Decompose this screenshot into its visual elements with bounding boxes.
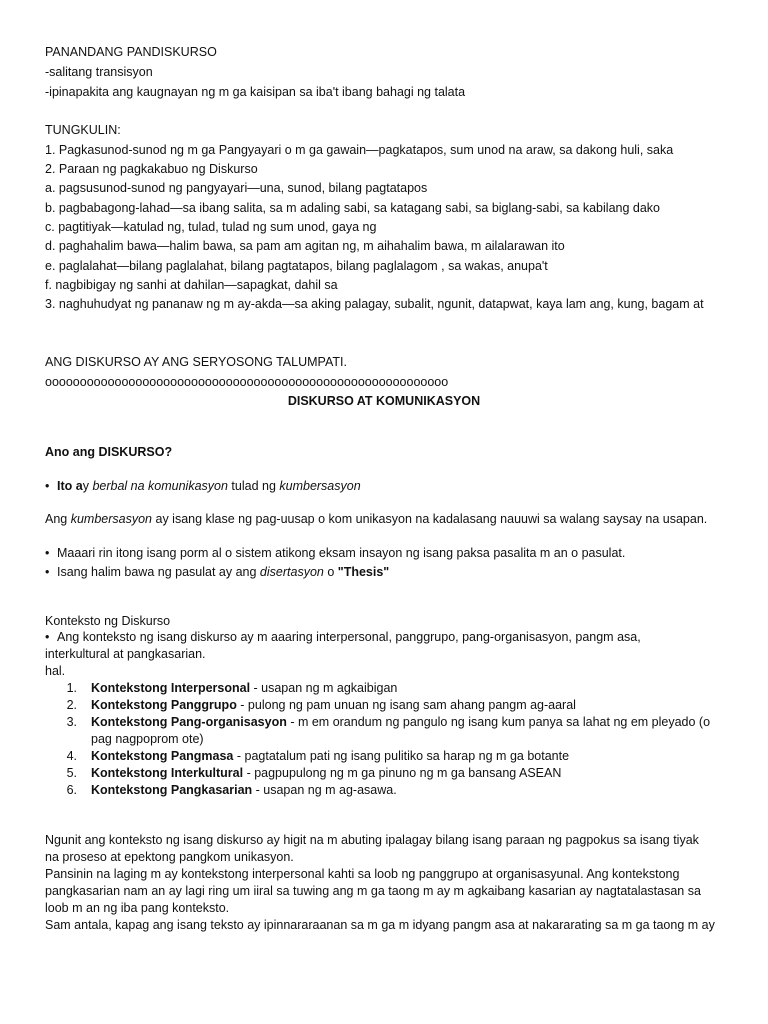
konteksto-example — [45, 765, 710, 782]
konteksto-example — [45, 748, 710, 765]
definition-block — [45, 477, 361, 496]
example-desc: - usapan ng m ag-asawa. — [252, 782, 397, 797]
example-number: 3. — [66, 714, 77, 729]
konteksto-bullet-text: Ang konteksto ng isang diskurso ay m aaaring interpersonal, panggrupo, pang-organisasyon, pangm asa, — [57, 630, 641, 645]
bullet-bold-term: "Thesis" — [337, 564, 390, 579]
example-number: 4. — [66, 748, 77, 763]
konteksto-example — [45, 680, 710, 697]
konteksto-bullet-continuation: interkultural at pangkasarian. — [45, 647, 206, 662]
example-number: 1. — [66, 681, 77, 696]
konteksto-example — [45, 697, 710, 714]
example-desc: - pulong ng pam unuan ng isang sam ahang pangm ag-aaral — [236, 698, 576, 713]
bullet-italic-term: disertasyon — [259, 564, 324, 579]
example-label: Kontekstong Pangmasa — [91, 748, 234, 763]
tungkulin-item: f. nagbibigay ng sanhi at dahilan—sapagkat, dahil sa — [45, 277, 338, 292]
example-label: Kontekstong Interkultural — [91, 765, 244, 780]
paragraph-line: pangkasarian nam an ay lagi ring um iiral sa tuwing ang m ga taong m ay m agkaibang kasarian ay nagtatalastasan sa — [45, 883, 701, 898]
tungkulin-block — [45, 121, 704, 314]
intro-line: -ipinapakita ang kaugnayan ng m ga kaisipan sa iba't ibang bahagi ng talata — [45, 85, 466, 99]
konteksto-example — [45, 782, 710, 799]
konteksto-heading: Konteksto ng Diskurso — [45, 613, 171, 628]
paragraph-line: Ngunit ang konteksto ng isang diskurso ay higit na m abuting ipalagay bilang isang paraan ng pagpokus sa isang tiyak — [45, 832, 699, 847]
tungkulin-item: 1. Pagkasunod-sunod ng m ga Pangyayari o m ga gawain—pagkatapos, sum unod na araw, sa dakong huli, saka — [45, 142, 674, 157]
tungkulin-item: a. pagsusunod-sunod ng pangyayari—una, sunod, bilang pagtatapos — [45, 181, 428, 196]
bullet-marker: • — [45, 478, 50, 493]
bullets-block — [45, 544, 625, 582]
definition-plain-part: y — [82, 478, 93, 493]
kumbersasyon-lead: Ang — [45, 511, 71, 526]
konteksto-example — [45, 714, 710, 731]
bullet-connector: o — [323, 564, 338, 579]
example-desc: - m em orandum ng pangulo ng isang kum panya sa lahat ng em pleyado (o — [286, 714, 711, 729]
example-desc: - pagpupulong ng m ga pinuno ng m ga bansang ASEAN — [243, 765, 562, 780]
kumbersasyon-line — [45, 510, 707, 529]
definition-bold-part: Ito a — [57, 478, 83, 493]
example-number: 2. — [66, 698, 77, 713]
example-number: 5. — [66, 765, 77, 780]
paragraph-line: Sam antala, kapag ang isang teksto ay ipinnararaanan sa m ga m idyang pangm asa at nakararating sa m ga taong m ay — [45, 917, 715, 932]
closing-paragraph — [45, 832, 715, 934]
example-label: Kontekstong Pang-organisasyon — [91, 714, 287, 729]
example-label: Kontekstong Interpersonal — [91, 681, 251, 696]
section-title: DISKURSO AT KOMUNIKASYON — [287, 394, 481, 409]
bullet-marker: • — [45, 545, 50, 560]
tungkulin-item: b. pagbabagong-lahad—sa ibang salita, sa m adaling sabi, sa katagang sabi, sa biglang-sabi, sa kabilang dako — [45, 200, 661, 215]
example-desc: - usapan ng m agkaibigan — [250, 681, 398, 696]
bullet-text: Maaari rin itong isang porm al o sistem atikong eksam insayon ng isang paksa pasalita m an o pasulat. — [57, 545, 626, 560]
definition-italic-term: berbal na komunikasyon — [92, 478, 228, 493]
document-title: PANANDANG PANDISKURSO — [45, 45, 217, 59]
example-label: Kontekstong Pangkasarian — [91, 782, 253, 797]
definition-connector: tulad ng — [227, 478, 280, 493]
statement-text: ANG DISKURSO AY ANG SERYOSONG TALUMPATI. — [45, 355, 347, 369]
definition-italic-example: kumbersasyon — [279, 478, 361, 493]
bullet-marker: • — [45, 564, 50, 579]
tungkulin-item: 2. Paraan ng pagkakabuo ng Diskurso — [45, 161, 258, 176]
bullet-marker: • — [45, 630, 50, 645]
konteksto-bullet-line — [45, 629, 710, 646]
konteksto-block — [45, 613, 710, 799]
intro-line: -salitang transisyon — [45, 65, 153, 79]
bullet-item — [45, 563, 625, 582]
definition-line — [45, 477, 361, 496]
tungkulin-heading: TUNGKULIN: — [45, 123, 121, 138]
hal-label: hal. — [45, 664, 66, 679]
kumbersasyon-block — [45, 510, 707, 529]
bullet-item — [45, 544, 625, 563]
kumbersasyon-italic-term: kumbersasyon — [70, 511, 153, 526]
example-label: Kontekstong Panggrupo — [91, 698, 237, 713]
intro-block — [45, 42, 465, 102]
tungkulin-item: d. paghahalim bawa—halim bawa, sa pam am agitan ng, m aihahalim bawa, m ailalarawan ito — [45, 239, 565, 254]
statement-block — [45, 353, 448, 392]
example-desc-continuation: pag nagpoprom ote) — [91, 731, 204, 746]
paragraph-line: na proseso at epektong pangkom unikasyon. — [45, 849, 294, 864]
paragraph-line: Pansinin na laging m ay kontekstong interpersonal kahti sa loob ng panggrupo at organisasyunal. Ang kontekstong — [45, 866, 680, 881]
example-desc: - pagtatalum pati ng isang pulitiko sa harap ng m ga botante — [233, 748, 570, 763]
question-heading: Ano ang DISKURSO? — [45, 444, 173, 459]
konteksto-example-continuation — [45, 731, 710, 748]
paragraph-line: loob m an ng iba pang konteksto. — [45, 900, 230, 915]
question-block — [45, 443, 172, 462]
kumbersasyon-rest: ay isang klase ng pag-uusap o kom unikasyon na kadalasang nauuwi sa walang saysay na usapan. — [152, 511, 708, 526]
tungkulin-item: c. pagtitiyak—katulad ng, tulad, tulad ng sum unod, gaya ng — [45, 219, 377, 234]
tungkulin-item: e. paglalahat—bilang paglalahat, bilang pagtatapos, bilang paglalagom , sa wakas, anupa't — [45, 258, 548, 273]
example-number: 6. — [66, 782, 77, 797]
tungkulin-item: 3. naghuhudyat ng pananaw ng m ay-akda—sa aking palagay, subalit, ngunit, datapwat, kaya lam ang, kung, bagam at — [45, 297, 704, 312]
divider-text: oooooooooooooooooooooooooooooooooooooooooooooooooooooooooo — [45, 374, 449, 389]
bullet-lead: Isang halim bawa ng pasulat ay ang — [57, 564, 260, 579]
